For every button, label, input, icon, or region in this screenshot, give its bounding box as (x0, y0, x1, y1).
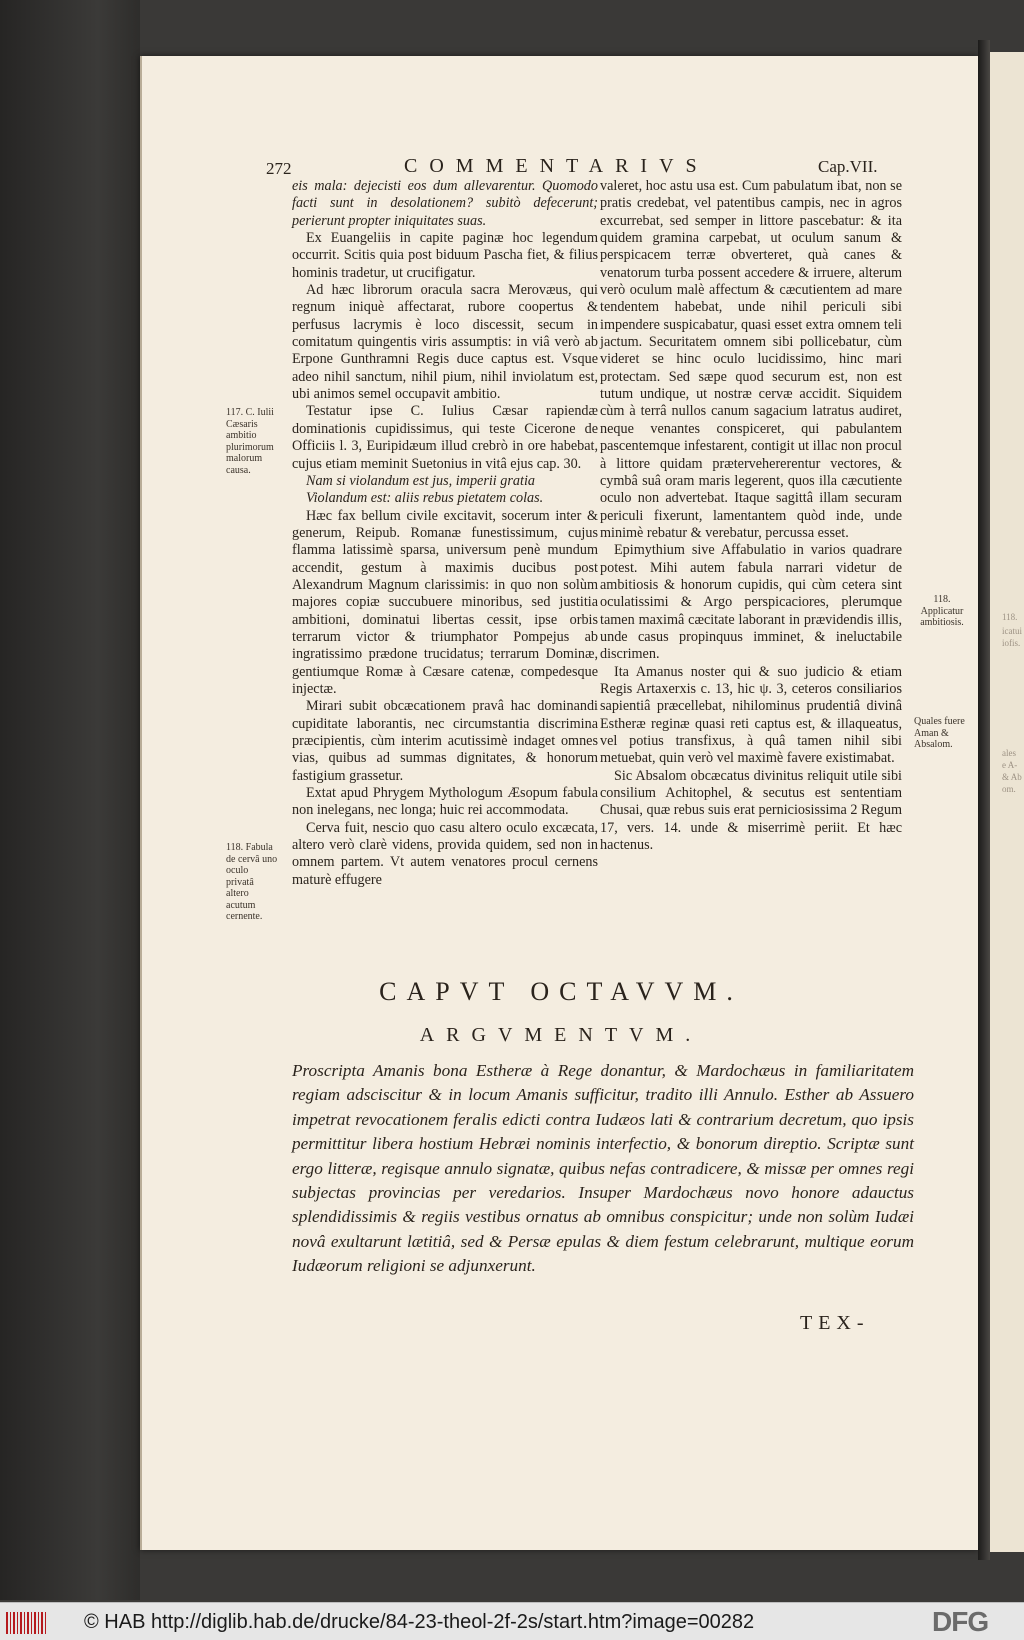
book-spine (978, 40, 990, 1560)
paragraph: Ex Euangeliis in capite paginæ hoc legendum occurrit. Scitis quia post biduum Pascha fiet, & filius hominis tradetur, ut crucifigatur. (292, 230, 598, 281)
footer-bar (0, 1602, 1024, 1640)
left-text-column (292, 178, 598, 889)
paragraph: Violandum est: aliis rebus pietatem colas. (306, 490, 544, 507)
right-text-column (600, 178, 902, 854)
margin-note-aman-absalom: Quales fuere Aman & Absalom. (914, 716, 965, 750)
dfg-logo: DFG (932, 1606, 989, 1637)
paragraph: Extat apud Phrygem Mythologum Æsopum fabula non inelegans, nec longa; huic rei accommodata. (292, 785, 598, 819)
book-shadow-left (0, 0, 140, 1600)
argument-title: ARGVMENTVM. (419, 1024, 703, 1046)
running-header (142, 155, 980, 179)
chapter-title: CAPVT OCTAVVM. (379, 977, 743, 1006)
paragraph: Nam si violandum est jus, imperii gratia (306, 472, 535, 489)
paragraph: Mirari subit obcæcationem pravâ hac dominandi cupiditate laborantis, nec circumstantia discrimina præcipientis, cùm interim acutissimè indaget omnes vias, quibus ad summas dignitates, & honorum fastigium grassetur. (292, 698, 598, 784)
paragraph: eis mala: dejecisti eos dum allevarentur. Quomodo facti sunt in desolationem? subitò defecerunt; perierunt propter iniquitates suas. (292, 178, 598, 229)
argument-text: Proscripta Amanis bona Estheræ à Rege donantur, & Mardochæus in familiaritatem regiam adsciscitur & in locum Amanis sufficitur, tradito illi Annulo. Esther ab Assuero impetrat revocationem feralis edicti contra Iudæos lati & contrarium decretum, quo ipsis permittitur libera hostium Hebræi nominis interfectio, & bonorum direptio. Scriptæ sunt ergo litteræ, regisque annulo signatæ, quibus nefas contradicere, & missæ per omnes regi subjectas provincias per veredarios. Insuper Mardochæus novo honore adauctus splendidissimis & regiis vestibus ornatus ab omnibus conspicitur; unde non solùm Iudæi novâ exultarunt lætitiâ, sed & Persæ epulas & diem festum celebrarunt, multique eorum Iudæorum religioni se adjunxerunt. (292, 1061, 914, 1276)
book-page (140, 56, 978, 1550)
paragraph: Cerva fuit, nescio quo casu altero oculo excæcata, altero verò clarè videns, provida quidem, sed non in omnem partem. Vt autem venatores procul cernens maturè effugere (292, 819, 598, 888)
barcode-logo-icon (6, 1612, 46, 1634)
margin-note-118-fable: 118. Fabula de cervâ uno oculo privatâ altero acutum cernente. (226, 842, 278, 922)
paragraph: Hæc fax bellum civile excitavit, socerum inter & generum, Reipub. Romanæ funestissimum, cujus flamma latissimè sparsa, universum penè mundum accendit, gestum à maximis ducibus post Alexandrum Magnum clarissimis: in quo non solùm majores copiæ succubuere minoribus, sed justitia ambitioni, dominatui libertas cessit, ipse orbis terrarum victor & triumphator Pompejus ab ingratissimo prædone trucidatus; terrarum Dominæ, gentiumque Romæ à Cæsare catenæ, compedesque injectæ. (292, 507, 598, 697)
paragraph: Epimythium sive Affabulatio in varios quadrare potest. Mihi autem fabula narrari videtur de ambitiosis & honorum cupidis, qui cùm cetera sint oculatissimi & Argo perspicaciores, plerumque tamen maximâ cæcitate laborant in prævidendis illis, unde casus propinquus imminet, & ineluctabile discrimen. (600, 542, 902, 663)
source-url-link[interactable]: © HAB http://diglib.hab.de/drucke/84-23-theol-2f-2s/start.htm?image=00282 (84, 1611, 755, 1633)
chapter-reference: Cap.VII. (818, 157, 878, 176)
paragraph: valeret, hoc astu usa est. Cum pabulatum ibat, non se pratis credebat, vel patentibus campis, nec in agros excurrebat, sed semper in littore pascebatur: & ita quidem gramina carpebat, ut oculum sanum & perspicacem terræ obverteret, quà canes & venatorum turba possent accedere & irruere, alterum verò oculum malè affectum & cæcutientem ad mare tendentem habebat, unde nihil periculi sibi impendere suspicabatur, quasi esset extra omnem teli jactum. Securitatem omnem sibi pollicebatur, cùm videret se hinc oculo lucidissimo, hinc mari protectam. Sed sæpe quod securum est, non est tutum undique, ut nostræ cervæ accidit. Siquidem cùm à terrâ nullos canum sagacium latratus audiret, neque venantes conspiceret, qui pabulantem pascentemque infestarent, contigit ut illac non procul à littore quidam prætervehererentur vectores, & cymbâ suâ oram maris legerent, quos illa cæcutiente oculo non advertebat. Itaque sagittâ illam securam periculi fixerunt, lamentantem quòd inde, unde minimè rebatur & verebatur, percussa esset. (600, 178, 902, 541)
paragraph: Ad hæc librorum oracula sacra Merovæus, qui regnum iniquè affectarat, rubore coopertus & perfusus lacrymis è loco discessit, secum in comitatum quingentis viris assumptis: in viâ verò ab Erpone Gunthramni Regis duce captus est. Vsque adeo nihil sanctum, nihil pium, nihil inviolatum est, ubi animos semel occupavit ambitio. (292, 282, 598, 403)
facing-page-edge: 118. icatui iofis. ales e A- & Ab om. (990, 52, 1024, 1552)
running-title: COMMENTARIVS (404, 155, 709, 177)
margin-note-117: 117. C. Iulii Cæsaris ambitio plurimorum malorum causa. (226, 407, 274, 476)
paragraph: Ita Amanus noster qui & suo judicio & etiam Regis Artaxerxis c. 13, hic ψ. 3, ceteros consiliarios sapientiâ præcellebat, nihilominus prudentiâ divinâ Estheræ reginæ quasi reti captus est, & illaqueatus, vel potius transfixus, à quâ tamen nihil sibi metuebat, quin verò vel maximè favere existimabat. (600, 663, 902, 767)
paragraph: Testatur ipse C. Iulius Cæsar rapiendæ dominationis cupidissimus, qui teste Cicerone de Officiis l. 3, Euripidæum illud crebrò in ore habebat, cujus etiam meminit Suetonius in vitâ ejus cap. 30. (292, 403, 598, 472)
margin-note-118-application: 118. Applicatur ambitiosis. (920, 594, 964, 628)
paragraph: Sic Absalom obcæcatus divinitus reliquit utile sibi consilium Achitophel, & secutus est sententiam Chusai, quæ rebus suis erat perniciosissima 2 Regum 17, vers. 14. unde & miserrimè periit. Et hæc hactenus. (600, 767, 902, 854)
page-number: 272 (266, 159, 292, 178)
catchword: TEX- (800, 1312, 870, 1334)
